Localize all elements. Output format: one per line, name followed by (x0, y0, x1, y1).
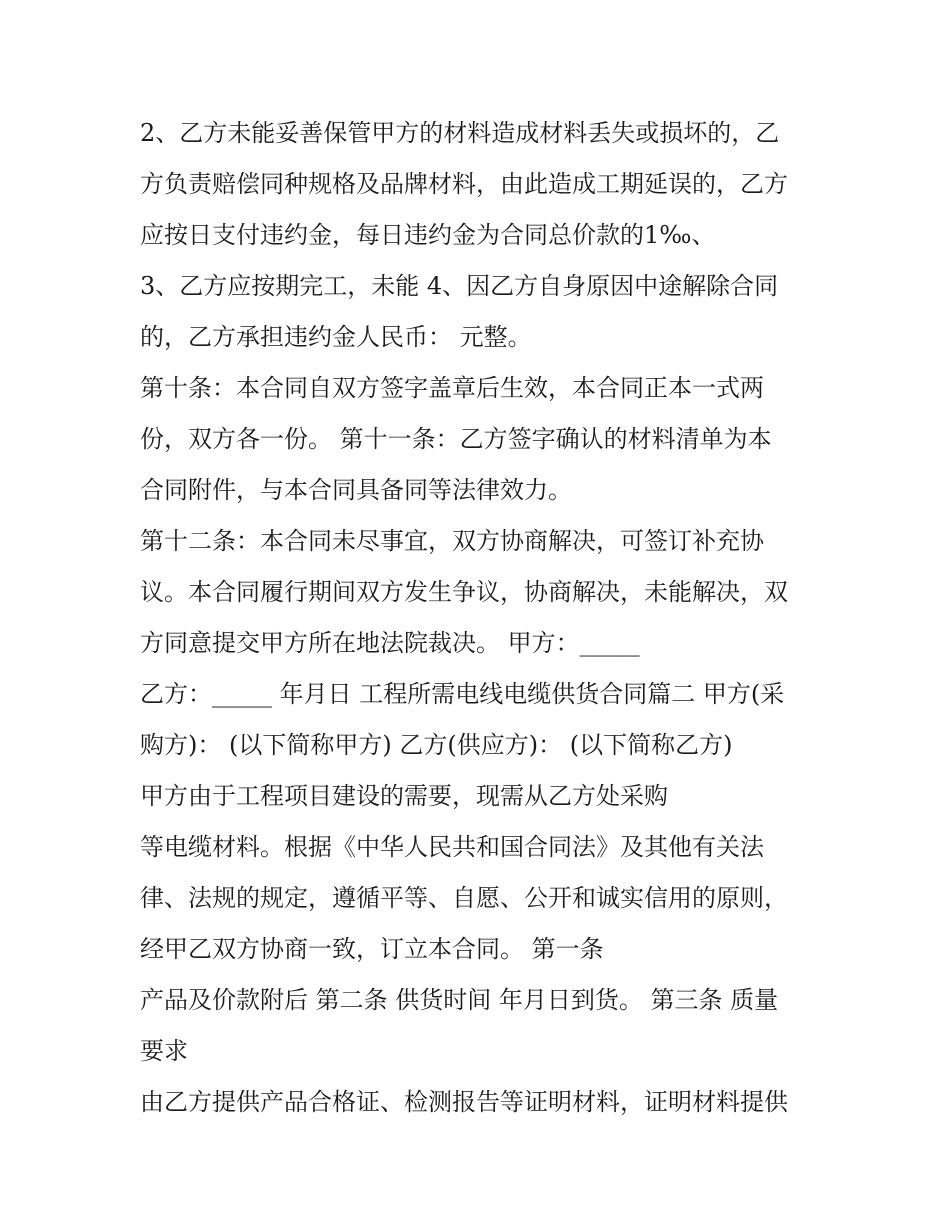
text-line: 方负责赔偿同种规格及品牌材料，由此造成工期延误的，乙方 (140, 170, 788, 198)
text-line: 第十二条：本合同未尽事宜，双方协商解决，可签订补充协 (140, 527, 764, 555)
text-line: 律、法规的规定，遵循平等、自愿、公开和诚实信用的原则， (140, 884, 788, 912)
text-line: 第十条：本合同自双方签字盖章后生效，本合同正本一式两 (140, 374, 764, 402)
text-line: 的，乙方承担违约金人民币： 元整。 (140, 323, 532, 351)
text-line: 2、乙方未能妥善保管甲方的材料造成材料丢失或损坏的，乙 (140, 119, 780, 147)
text-line: 购方)： (以下简称甲方) 乙方(供应方)： (以下简称乙方) (140, 731, 733, 759)
text-line: 产品及价款附后 第二条 供货时间 年月日到货。 第三条 质量 (140, 986, 779, 1014)
text-line: 3、乙方应按期完工，未能 4、因乙方自身原因中途解除合同 (140, 272, 779, 300)
text-line: 方同意提交甲方所在地法院裁决。 甲方：_____ (140, 629, 640, 657)
text-line: 议。本合同履行期间双方发生争议，协商解决，未能解决，双 (140, 578, 788, 606)
text-line: 合同附件，与本合同具备同等法律效力。 (140, 476, 572, 504)
text-line: 乙方：_____ 年月日 工程所需电线电缆供货合同篇二 甲方(采 (140, 680, 785, 708)
text-line: 份，双方各一份。 第十一条：乙方签字确认的材料清单为本 (140, 425, 772, 453)
text-line: 等电缆材料。根据《中华人民共和国合同法》及其他有关法 (140, 833, 764, 861)
text-line: 经甲乙双方协商一致，订立本合同。 第一条 (140, 935, 604, 963)
document-body (140, 108, 820, 1128)
text-line: 由乙方提供产品合格证、检测报告等证明材料，证明材料提供 (140, 1088, 788, 1116)
text-line: 要求 (140, 1037, 188, 1065)
text-line: 甲方由于工程项目建设的需要，现需从乙方处采购 (140, 782, 668, 810)
text-line: 应按日支付违约金，每日违约金为合同总价款的1‰、 (140, 221, 716, 249)
